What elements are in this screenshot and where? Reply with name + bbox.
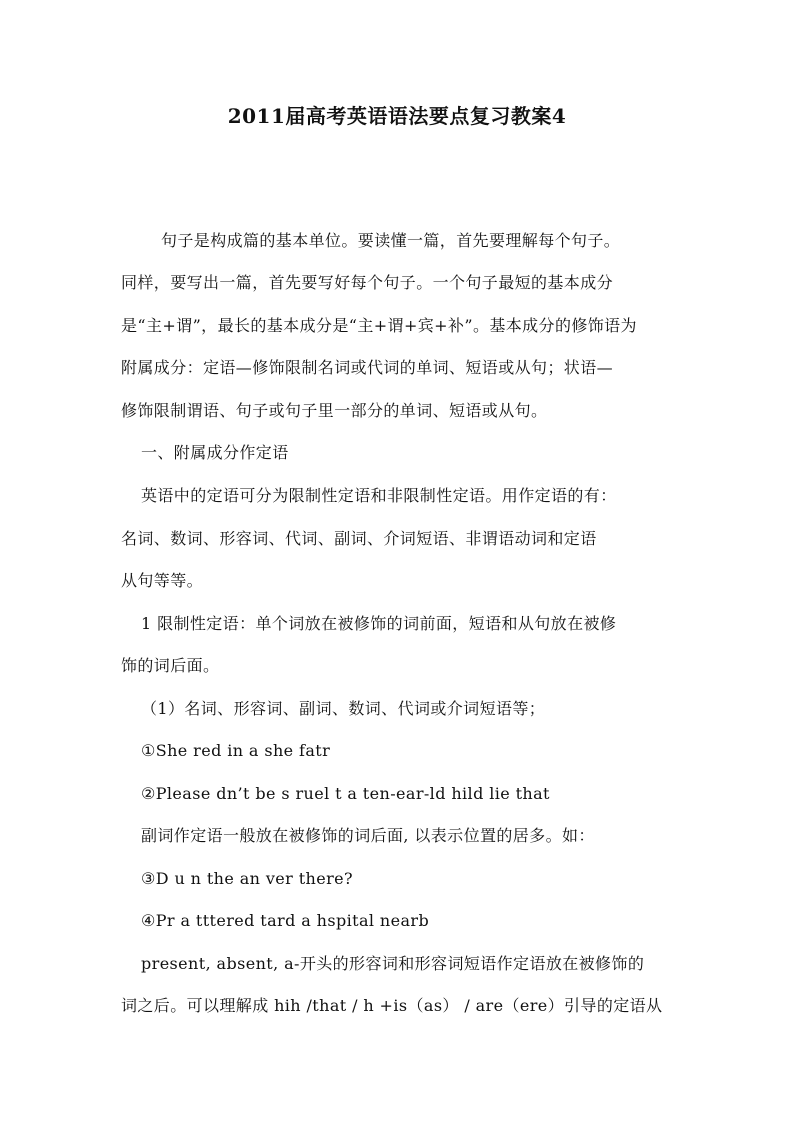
body-line: 附属成分：定语—修饰限制名词或代词的单词、短语或从句；状语—	[121, 358, 614, 377]
body-line: 副词作定语一般放在被修饰的词后面, 以表示位置的居多。如：	[141, 826, 595, 845]
body-line: present, absent, a-开头的形容词和形容词短语作定语放在被修饰的	[141, 954, 645, 973]
body-line: 名词、数词、形容词、代词、副词、介词短语、非谓语动词和定语	[121, 529, 597, 548]
body-line: 同样，要写出一篇，首先要写好每个句子。一个句子最短的基本成分	[121, 273, 614, 292]
body-line: 英语中的定语可分为限制性定语和非限制性定语。用作定语的有：	[141, 486, 617, 505]
example-sentence: ④Pr a tttered tard a hspital nearb	[141, 911, 430, 930]
body-line: 1 限制性定语：单个词放在被修饰的词前面，短语和从句放在被修	[141, 614, 617, 633]
body-line: 句子是构成篇的基本单位。要读懂一篇，首先要理解每个句子。	[161, 231, 621, 250]
example-sentence: ②Please dn’t be s ruel t a ten-ear-ld hild lie that	[141, 784, 550, 803]
body-line: 从句等等。	[121, 571, 204, 590]
document-title: 2011届高考英语语法要点复习教案4	[227, 104, 567, 128]
section-heading: 一、附属成分作定语	[141, 443, 289, 462]
sub-heading: （1）名词、形容词、副词、数词、代词或介词短语等；	[141, 699, 546, 718]
body-line: 词之后。可以理解成 hih /that / h +is（as） / are（ere）引导的定语从	[121, 996, 663, 1015]
example-sentence: ①She red in a she fatr	[141, 741, 331, 760]
body-line: 饰的词后面。	[121, 656, 220, 675]
body-line: 修饰限制谓语、句子或句子里一部分的单词、短语或从句。	[121, 401, 548, 420]
body-line: 是“主+谓”，最长的基本成分是“主+谓+宾+补”。基本成分的修饰语为	[121, 316, 637, 335]
example-sentence: ③D u n the an ver there?	[141, 869, 353, 888]
